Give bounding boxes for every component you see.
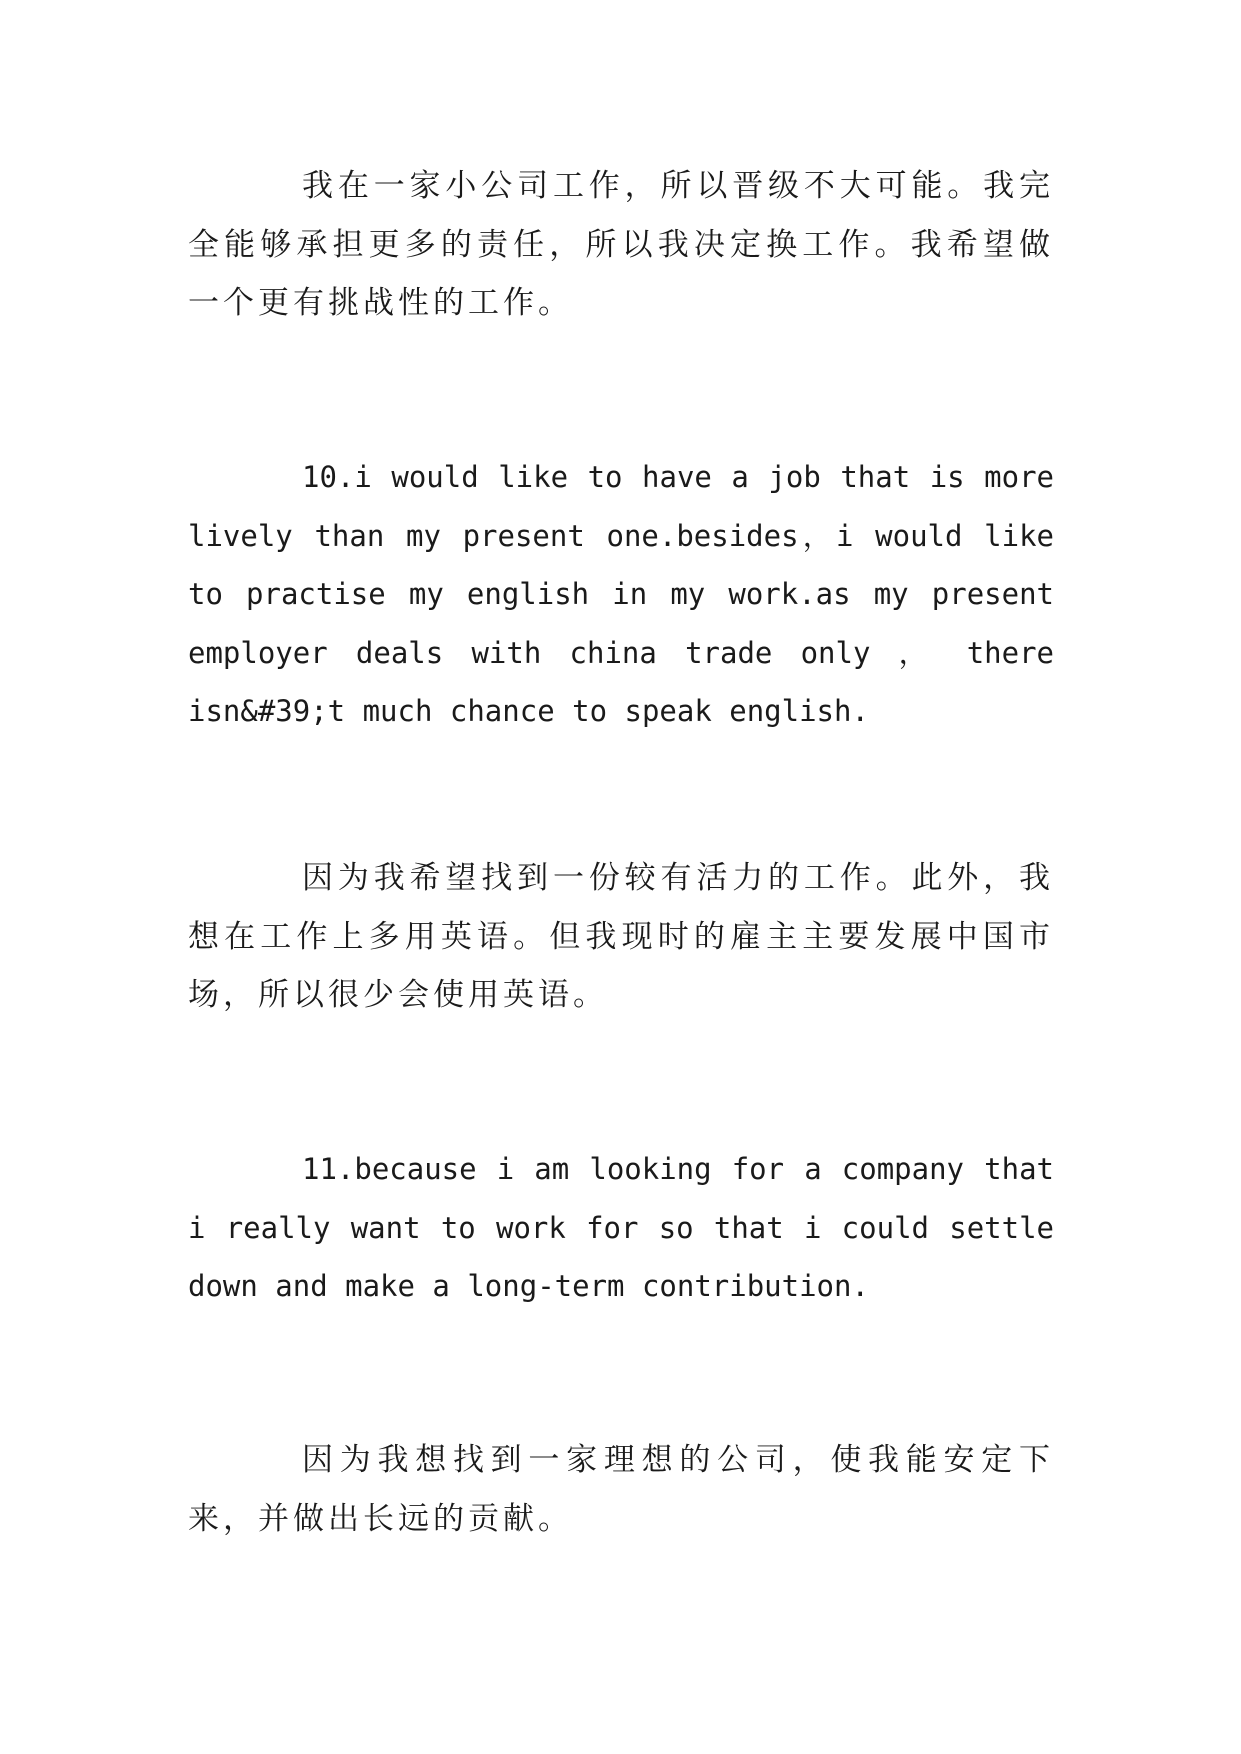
- paragraph-chinese-2: 因为我希望找到一份较有活力的工作。此外，我想在工作上多用英语。但我现时的雇主主要发展中国市场，所以很少会使用英语。: [188, 860, 1054, 1013]
- paragraph-english-10: 10.i would like to have a job that is more lively than my present one.besides，i would like to practise my english in my work.as my present employer deals with china trade only ， there isn&#39;t much chance to speak english.: [188, 460, 1054, 728]
- paragraph-chinese-3: 因为我想找到一家理想的公司，使我能安定下来，并做出长远的贡献。: [188, 1442, 1054, 1537]
- paragraph-chinese-1: 我在一家小公司工作，所以晋级不大可能。我完全能够承担更多的责任，所以我决定换工作。我希望做一个更有挑战性的工作。: [188, 168, 1054, 321]
- paragraph-english-11: 11.because i am looking for a company that i really want to work for so that i could settle down and make a long-term contribution.: [188, 1152, 1054, 1303]
